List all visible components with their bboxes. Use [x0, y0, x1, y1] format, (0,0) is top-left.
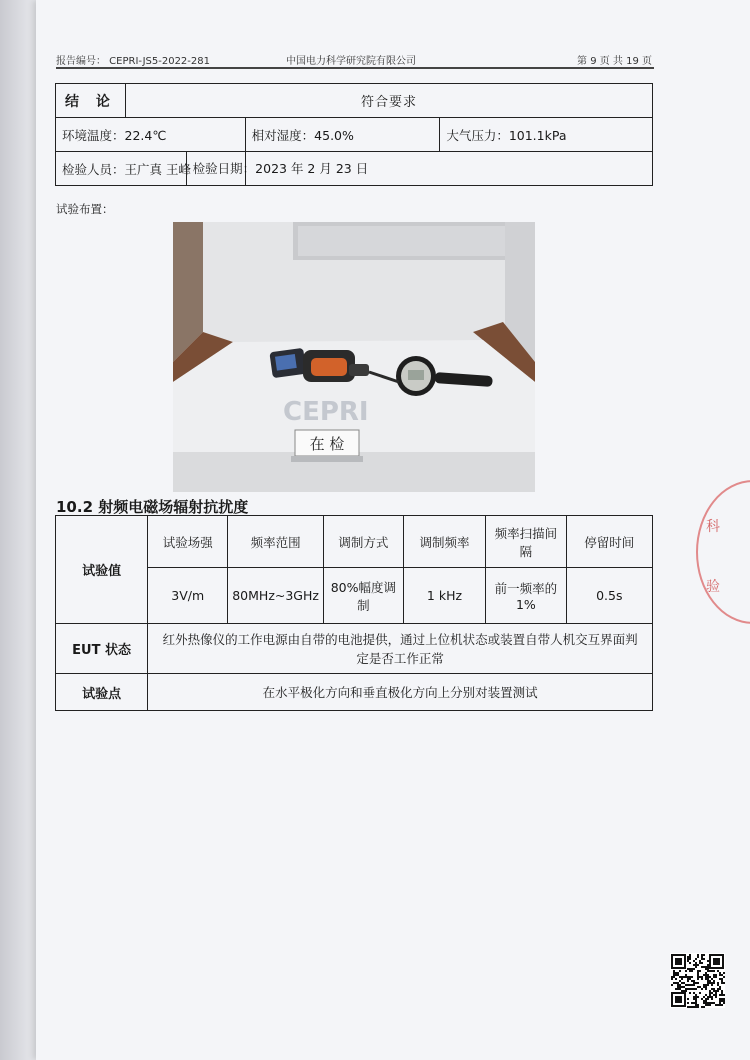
stamp-char-2: 验 [706, 579, 720, 595]
stamp-text [706, 497, 746, 617]
value-modulation-frequency: 1 kHz [403, 568, 485, 624]
test-parameters-table [55, 515, 653, 711]
header-field-strength: 试验场强 [148, 516, 228, 568]
qr-code [670, 953, 725, 1008]
qr-code-graphic [670, 953, 725, 1008]
page-header [56, 50, 652, 68]
header-frequency-range: 频率范围 [228, 516, 324, 568]
eut-status-label: EUT 状态 [56, 624, 148, 674]
test-point-label: 试验点 [56, 674, 148, 711]
test-setup-illustration [173, 222, 535, 492]
report-number: 报告编号： CEPRI-JS5-2022-281 [56, 56, 210, 67]
header-modulation-mode: 调制方式 [323, 516, 403, 568]
header-dwell-time: 停留时间 [566, 516, 652, 568]
photo-watermark: CEPRI [283, 397, 369, 427]
value-field-strength: 3V/m [148, 568, 228, 624]
inspection-sign [291, 430, 363, 462]
eut-status-value: 红外热像仪的工作电源由自带的电池提供，通过上位机状态或装置自带人机交互界面判定是否工作正常 [148, 624, 653, 674]
conclusion-value: 符合要求 [125, 84, 652, 118]
temperature-cell: 环境温度：22.4℃ [56, 118, 246, 152]
value-frequency-range: 80MHz~3GHz [228, 568, 324, 624]
test-point-value: 在水平极化方向和垂直极化方向上分别对装置测试 [148, 674, 653, 711]
header-divider [56, 67, 654, 69]
summary-table [55, 83, 653, 186]
section-title: 10.2 射频电磁场辐射抗扰度 [56, 498, 249, 516]
test-values-label: 试验值 [56, 516, 148, 624]
page-binding-edge [0, 0, 36, 1060]
date-text: 检验日期：2023 年 2 月 23 日 [186, 152, 369, 185]
stamp-char-1: 科 [706, 519, 720, 535]
organization-name: 中国电力科学研究院有限公司 [286, 56, 416, 67]
header-sweep-step: 频率扫描间隔 [486, 516, 566, 568]
humidity-cell: 相对湿度：45.0% [245, 118, 440, 152]
page-number: 第 9 页 共 19 页 [577, 56, 652, 67]
pressure-cell: 大气压力：101.1kPa [440, 118, 653, 152]
header-modulation-frequency: 调制频率 [403, 516, 485, 568]
value-dwell-time: 0.5s [566, 568, 652, 624]
conclusion-label: 结 论 [56, 84, 126, 118]
date-cell [192, 152, 652, 186]
test-setup-photo [173, 222, 535, 492]
test-layout-label: 试验布置： [56, 202, 114, 216]
inspectors-cell: 检验人员：王广真 王峰 [56, 152, 246, 186]
value-sweep-step: 前一频率的 1% [486, 568, 566, 624]
value-modulation-mode: 80%幅度调制 [323, 568, 403, 624]
inspection-sign-text: 在 检 [309, 435, 345, 453]
